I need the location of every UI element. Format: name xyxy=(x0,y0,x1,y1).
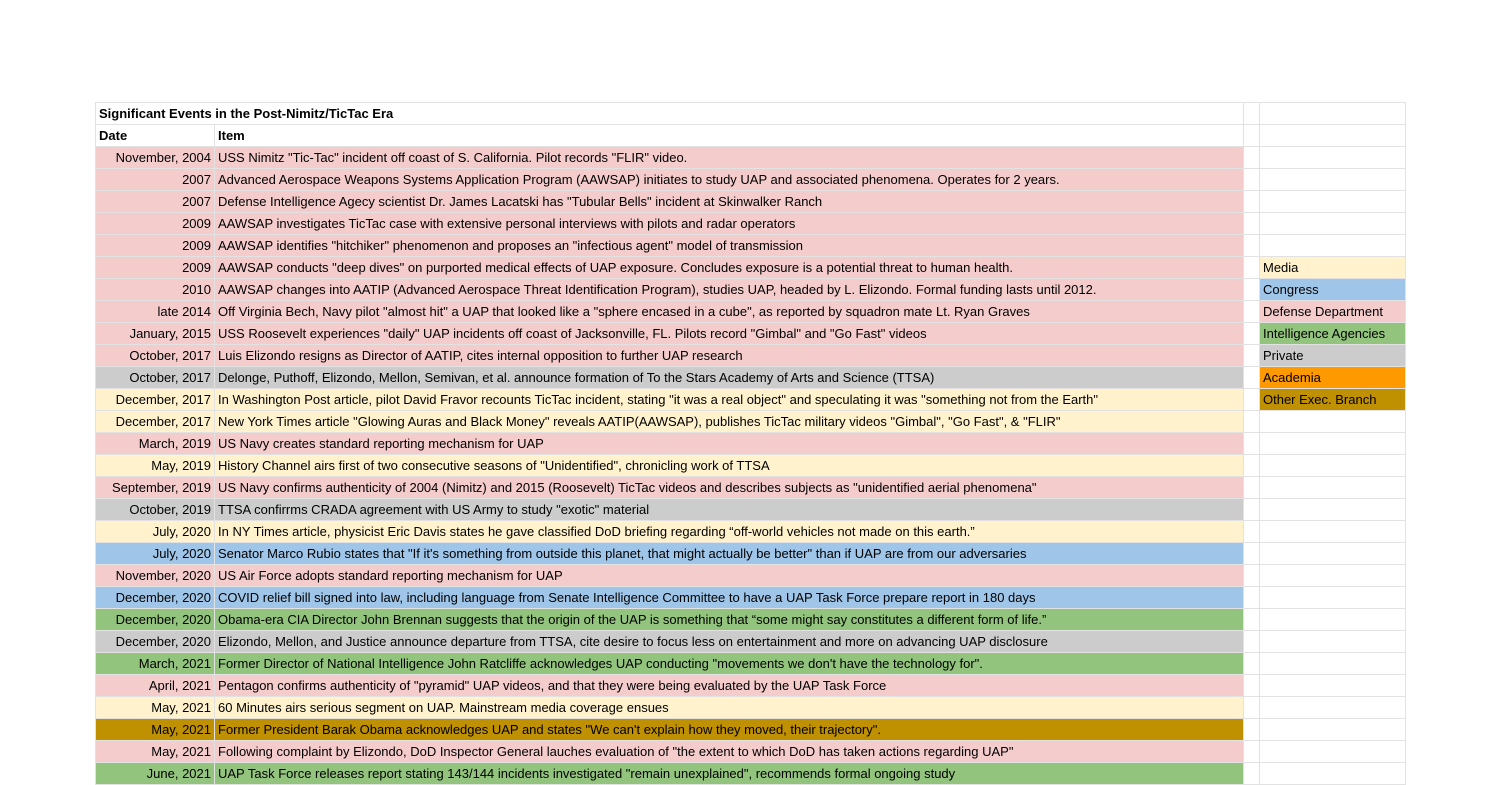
empty-cell[interactable] xyxy=(1244,411,1260,433)
empty-cell[interactable] xyxy=(1260,235,1406,257)
sheet-title[interactable]: Significant Events in the Post-Nimitz/TicTac Era xyxy=(96,103,1244,125)
date-cell[interactable]: December, 2020 xyxy=(96,587,215,609)
date-cell[interactable]: October, 2017 xyxy=(96,367,215,389)
item-cell[interactable]: Elizondo, Mellon, and Justice announce departure from TTSA, cite desire to focus less on entertainment and more on advancing UAP disclosure xyxy=(215,631,1244,653)
item-cell[interactable]: Following complaint by Elizondo, DoD Inspector General lauches evaluation of "the extent to which DoD has taken actions regarding UAP" xyxy=(215,741,1244,763)
legend-item-other_exec[interactable]: Other Exec. Branch xyxy=(1260,389,1406,411)
empty-cell[interactable] xyxy=(1244,631,1260,653)
header-row xyxy=(96,125,1406,147)
table-row xyxy=(96,301,1406,323)
empty-cell[interactable] xyxy=(1244,587,1260,609)
item-cell[interactable]: UAP Task Force releases report stating 143/144 incidents investigated "remain unexplained", recommends formal ongoing study xyxy=(215,763,1244,785)
item-cell[interactable]: US Air Force adopts standard reporting mechanism for UAP xyxy=(215,565,1244,587)
empty-cell[interactable] xyxy=(1244,257,1260,279)
empty-cell[interactable] xyxy=(1244,653,1260,675)
date-cell[interactable]: November, 2004 xyxy=(96,147,215,169)
item-cell[interactable]: Senator Marco Rubio states that "If it's something from outside this planet, that might actually be better" than if UAP are from our adversaries xyxy=(215,543,1244,565)
item-cell[interactable]: AAWSAP conducts "deep dives" on purported medical effects of UAP exposure. Concludes exposure is a potential threat to human health. xyxy=(215,257,1244,279)
table-row xyxy=(96,521,1406,543)
empty-cell[interactable] xyxy=(1260,499,1406,521)
empty-cell[interactable] xyxy=(1244,433,1260,455)
table-row xyxy=(96,213,1406,235)
table-row xyxy=(96,653,1406,675)
empty-cell[interactable] xyxy=(1260,587,1406,609)
legend-item-intelligence[interactable]: Intelligence Agencies xyxy=(1260,323,1406,345)
empty-cell[interactable] xyxy=(1260,653,1406,675)
date-cell[interactable]: May, 2021 xyxy=(96,697,215,719)
item-cell[interactable]: Luis Elizondo resigns as Director of AATIP, cites internal opposition to further UAP research xyxy=(215,345,1244,367)
legend-item-congress[interactable]: Congress xyxy=(1260,279,1406,301)
item-cell[interactable]: Off Virginia Bech, Navy pilot "almost hit" a UAP that looked like a "sphere encased in a cube", as reported by squadron mate Lt. Ryan Graves xyxy=(215,301,1244,323)
empty-cell[interactable] xyxy=(1260,741,1406,763)
empty-cell[interactable] xyxy=(1260,697,1406,719)
date-cell[interactable]: May, 2021 xyxy=(96,719,215,741)
empty-cell[interactable] xyxy=(1244,191,1260,213)
item-cell[interactable]: Former President Barak Obama acknowledges UAP and states "We can't explain how they moved, their trajectory". xyxy=(215,719,1244,741)
empty-cell[interactable] xyxy=(1244,147,1260,169)
table-row xyxy=(96,587,1406,609)
empty-cell[interactable] xyxy=(1260,565,1406,587)
empty-cell[interactable] xyxy=(1244,169,1260,191)
item-cell[interactable]: USS Nimitz "Tic-Tac" incident off coast of S. California. Pilot records "FLIR" video. xyxy=(215,147,1244,169)
table-row xyxy=(96,411,1406,433)
item-header[interactable]: Item xyxy=(215,125,1244,147)
item-cell[interactable]: In NY Times article, physicist Eric Davis states he gave classified DoD briefing regarding “off-world vehicles not made on this earth.” xyxy=(215,521,1244,543)
date-cell[interactable]: March, 2021 xyxy=(96,653,215,675)
table-row xyxy=(96,147,1406,169)
table-row xyxy=(96,675,1406,697)
empty-cell[interactable] xyxy=(1260,477,1406,499)
item-cell[interactable]: In Washington Post article, pilot David Fravor recounts TicTac incident, stating "it was a real object" and speculating it was "something not from the Earth" xyxy=(215,389,1244,411)
table-row xyxy=(96,367,1406,389)
date-cell[interactable]: March, 2019 xyxy=(96,433,215,455)
item-cell[interactable]: Delonge, Puthoff, Elizondo, Mellon, Semivan, et al. announce formation of To the Stars Academy of Arts and Science (TTSA) xyxy=(215,367,1244,389)
table-row xyxy=(96,477,1406,499)
empty-cell[interactable] xyxy=(1244,301,1260,323)
empty-cell[interactable] xyxy=(1244,521,1260,543)
table-row xyxy=(96,323,1406,345)
table-row xyxy=(96,565,1406,587)
date-cell[interactable]: July, 2020 xyxy=(96,521,215,543)
item-cell[interactable]: AAWSAP investigates TicTac case with extensive personal interviews with pilots and radar operators xyxy=(215,213,1244,235)
empty-cell[interactable] xyxy=(1244,763,1260,785)
item-cell[interactable]: USS Roosevelt experiences "daily" UAP incidents off coast of Jacksonville, FL. Pilots record "Gimbal" and "Go Fast" videos xyxy=(215,323,1244,345)
table-row xyxy=(96,279,1406,301)
date-cell[interactable]: May, 2019 xyxy=(96,455,215,477)
empty-cell[interactable] xyxy=(1260,675,1406,697)
empty-cell[interactable] xyxy=(1244,103,1260,125)
date-cell[interactable]: May, 2021 xyxy=(96,741,215,763)
empty-cell[interactable] xyxy=(1260,147,1406,169)
item-cell[interactable]: Advanced Aerospace Weapons Systems Application Program (AAWSAP) initiates to study UAP and associated phenomena. Operates for 2 years. xyxy=(215,169,1244,191)
empty-cell[interactable] xyxy=(1260,191,1406,213)
empty-cell[interactable] xyxy=(1244,697,1260,719)
table-row xyxy=(96,433,1406,455)
item-cell[interactable]: AAWSAP identifies "hitchiker" phenomenon and proposes an "infectious agent" model of transmission xyxy=(215,235,1244,257)
date-cell[interactable]: December, 2017 xyxy=(96,389,215,411)
legend-item-academia[interactable]: Academia xyxy=(1260,367,1406,389)
table-row xyxy=(96,697,1406,719)
empty-cell[interactable] xyxy=(1244,609,1260,631)
date-cell[interactable]: 2010 xyxy=(96,279,215,301)
item-cell[interactable]: History Channel airs first of two consecutive seasons of "Unidentified", chronicling work of TTSA xyxy=(215,455,1244,477)
table-row xyxy=(96,257,1406,279)
item-cell[interactable]: Obama-era CIA Director John Brennan suggests that the origin of the UAP is something that “some might say constitutes a different form of life.” xyxy=(215,609,1244,631)
item-cell[interactable]: New York Times article "Glowing Auras and Black Money" reveals AATIP(AAWSAP), publishes TicTac military videos "Gimbal", "Go Fast", & "FLIR" xyxy=(215,411,1244,433)
item-cell[interactable]: Pentagon confirms authenticity of "pyramid" UAP videos, and that they were being evaluated by the UAP Task Force xyxy=(215,675,1244,697)
empty-cell[interactable] xyxy=(1260,609,1406,631)
empty-cell[interactable] xyxy=(1244,499,1260,521)
empty-cell[interactable] xyxy=(1244,125,1260,147)
table-row xyxy=(96,455,1406,477)
date-cell[interactable]: December, 2020 xyxy=(96,609,215,631)
table-row xyxy=(96,389,1406,411)
empty-cell[interactable] xyxy=(1260,433,1406,455)
empty-cell[interactable] xyxy=(1260,125,1406,147)
table-row xyxy=(96,191,1406,213)
item-cell[interactable]: AAWSAP changes into AATIP (Advanced Aerospace Threat Identification Program), studies UAP, headed by L. Elizondo. Formal funding lasts until 2012. xyxy=(215,279,1244,301)
date-cell[interactable]: October, 2019 xyxy=(96,499,215,521)
table-row xyxy=(96,235,1406,257)
empty-cell[interactable] xyxy=(1244,675,1260,697)
date-cell[interactable]: December, 2020 xyxy=(96,631,215,653)
empty-cell[interactable] xyxy=(1244,543,1260,565)
title-row xyxy=(96,103,1406,125)
legend-item-private[interactable]: Private xyxy=(1260,345,1406,367)
empty-cell[interactable] xyxy=(1260,631,1406,653)
date-cell[interactable]: 2009 xyxy=(96,235,215,257)
spreadsheet-grid xyxy=(95,102,1406,785)
empty-cell[interactable] xyxy=(1260,763,1406,785)
empty-cell[interactable] xyxy=(1244,213,1260,235)
date-cell[interactable]: July, 2020 xyxy=(96,543,215,565)
legend-item-media[interactable]: Media xyxy=(1260,257,1406,279)
date-cell[interactable]: December, 2017 xyxy=(96,411,215,433)
item-cell[interactable]: US Navy confirms authenticity of 2004 (Nimitz) and 2015 (Roosevelt) TicTac videos and describes subjects as "unidentified aerial phenomena" xyxy=(215,477,1244,499)
item-cell[interactable]: US Navy creates standard reporting mechanism for UAP xyxy=(215,433,1244,455)
empty-cell[interactable] xyxy=(1244,719,1260,741)
table-row xyxy=(96,631,1406,653)
table-row xyxy=(96,169,1406,191)
date-cell[interactable]: January, 2015 xyxy=(96,323,215,345)
table-row xyxy=(96,609,1406,631)
table-row xyxy=(96,345,1406,367)
date-cell[interactable]: September, 2019 xyxy=(96,477,215,499)
empty-cell[interactable] xyxy=(1260,455,1406,477)
item-cell[interactable]: Former Director of National Intelligence John Ratcliffe acknowledges UAP conducting "movements we don't have the technology for". xyxy=(215,653,1244,675)
table-row xyxy=(96,499,1406,521)
empty-cell[interactable] xyxy=(1244,279,1260,301)
empty-cell[interactable] xyxy=(1244,455,1260,477)
empty-cell[interactable] xyxy=(1244,741,1260,763)
date-cell[interactable]: November, 2020 xyxy=(96,565,215,587)
date-cell[interactable]: 2007 xyxy=(96,191,215,213)
empty-cell[interactable] xyxy=(1260,213,1406,235)
empty-cell[interactable] xyxy=(1260,169,1406,191)
table-row xyxy=(96,763,1406,785)
date-cell[interactable]: 2007 xyxy=(96,169,215,191)
item-cell[interactable]: 60 Minutes airs serious segment on UAP. Mainstream media coverage ensues xyxy=(215,697,1244,719)
date-cell[interactable]: 2009 xyxy=(96,213,215,235)
item-cell[interactable]: Defense Intelligence Agecy scientist Dr. James Lacatski has "Tubular Bells" incident at Skinwalker Ranch xyxy=(215,191,1244,213)
empty-cell[interactable] xyxy=(1244,367,1260,389)
table-row xyxy=(96,719,1406,741)
empty-cell[interactable] xyxy=(1244,323,1260,345)
date-cell[interactable]: 2009 xyxy=(96,257,215,279)
item-cell[interactable]: COVID relief bill signed into law, including language from Senate Intelligence Committee to have a UAP Task Force prepare report in 180 days xyxy=(215,587,1244,609)
date-header[interactable]: Date xyxy=(96,125,215,147)
empty-cell[interactable] xyxy=(1260,521,1406,543)
empty-cell[interactable] xyxy=(1244,345,1260,367)
empty-cell[interactable] xyxy=(1260,543,1406,565)
empty-cell[interactable] xyxy=(1260,103,1406,125)
empty-cell[interactable] xyxy=(1244,565,1260,587)
date-cell[interactable]: October, 2017 xyxy=(96,345,215,367)
item-cell[interactable]: TTSA confirrms CRADA agreement with US Army to study "exotic" material xyxy=(215,499,1244,521)
empty-cell[interactable] xyxy=(1244,389,1260,411)
empty-cell[interactable] xyxy=(1260,411,1406,433)
date-cell[interactable]: late 2014 xyxy=(96,301,215,323)
empty-cell[interactable] xyxy=(1260,719,1406,741)
table-row xyxy=(96,741,1406,763)
date-cell[interactable]: June, 2021 xyxy=(96,763,215,785)
empty-cell[interactable] xyxy=(1244,477,1260,499)
empty-cell[interactable] xyxy=(1244,235,1260,257)
legend-item-defense[interactable]: Defense Department xyxy=(1260,301,1406,323)
date-cell[interactable]: April, 2021 xyxy=(96,675,215,697)
table-row xyxy=(96,543,1406,565)
